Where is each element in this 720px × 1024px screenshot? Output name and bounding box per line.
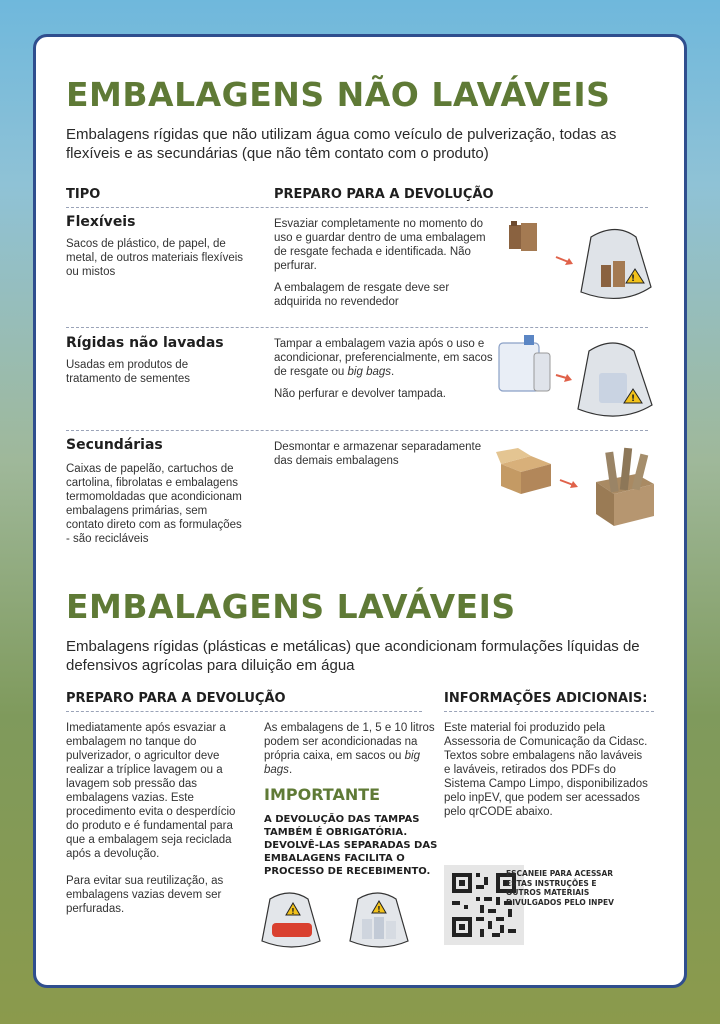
prep-text-end: . xyxy=(391,366,395,378)
type-title-flexiveis: Flexíveis xyxy=(66,214,136,230)
important-text: A DEVOLUÇÃO DAS TAMPAS TAMBÉM É OBRIGATÓRIA. DEVOLVÊ-LAS SEPARADAS DAS EMBALAGENS FACILITA O PROCESSO DE RECEBIMENTO. xyxy=(264,814,438,877)
prep-rigidas xyxy=(274,337,494,409)
column-header-type: TIPO xyxy=(66,187,101,202)
svg-text:!: ! xyxy=(630,394,636,404)
column-header-prep-washable: PREPARO PARA A DEVOLUÇÃO xyxy=(66,691,286,706)
paper-bags-icon xyxy=(509,221,537,251)
divider xyxy=(66,711,422,712)
divider xyxy=(444,711,654,712)
important-label: IMPORTANTE xyxy=(264,785,381,804)
secondary-illustration xyxy=(496,442,661,527)
prep-flexiveis xyxy=(274,217,494,317)
type-desc-flexiveis: Sacos de plástico, de papel, de metal, de outros materiais flexíveis ou mistos xyxy=(66,238,244,278)
section-lead-washable: Embalagens rígidas (plásticas e metálicas) que acondicionam formulações líquidas de defensivos agrícolas para diluição em água xyxy=(66,638,640,674)
type-title-rigidas: Rígidas não lavadas xyxy=(66,335,224,351)
prep-text: A embalagem de resgate deve ser adquirida no revendedor xyxy=(274,282,450,308)
rescue-bag-icon xyxy=(578,343,652,416)
rescue-bag-icon xyxy=(262,893,320,947)
section-lead-non-washable: Embalagens rígidas que não utilizam água como veículo de pulverização, todas as flexíveis e as secundárias (que não têm contato com o produto) xyxy=(66,126,617,162)
prep-text: Esvaziar completamente no momento do uso e guardar dentro de uma embalagem de resgate fechada e identificada. Não perfurar. xyxy=(274,218,486,272)
rescue-bag-icon xyxy=(350,893,408,947)
column-header-prep: PREPARO PARA A DEVOLUÇÃO xyxy=(274,187,494,202)
paragraph: Para evitar sua reutilização, as embalagens vazias devem ser perfuradas. xyxy=(66,875,224,915)
divider xyxy=(66,207,648,208)
sizes-text-end: . xyxy=(288,764,293,776)
svg-text:!: ! xyxy=(377,905,381,914)
sizes-text xyxy=(264,721,439,777)
cardboard-box-icon xyxy=(496,448,551,494)
rigid-illustration xyxy=(494,333,664,423)
type-title-secundarias: Secundárias xyxy=(66,437,163,453)
sizes-text-italic: big bags xyxy=(264,750,420,776)
svg-text:!: ! xyxy=(291,907,295,916)
section-title-washable: EMBALAGENS LAVÁVEIS xyxy=(66,587,516,626)
cardboard-box-icon xyxy=(596,448,654,526)
info-card xyxy=(33,34,687,988)
type-desc-rigidas: Usadas em produtos de tratamento de sementes xyxy=(66,359,191,385)
prep-text-main: Tampar a embalagem vazia após o uso e acondicionar, preferencialmente, em sacos de resgate ou xyxy=(274,338,493,378)
prep-text xyxy=(274,337,494,379)
sizes-text-main: As embalagens de 1, 5 e 10 litros podem ser acondicionadas na própria caixa, em sacos ou xyxy=(264,722,435,762)
info-text: Este material foi produzido pela Assessoria de Comunicação da Cidasc. Textos sobre embalagens não laváveis e laváveis, retirados dos PDFs do Sistema Campo Limpo, disponibilizados pelo inpEV, que podem ser acessados pelo qrCODE abaixo. xyxy=(444,722,648,818)
type-desc-secundarias: Caixas de papelão, cartuchos de cartolina, fibrolatas e embalagens termomoldadas que acondicionam embalagens primárias, sem contato direto com as formulações - são recicláveis xyxy=(66,463,242,545)
prep-text: Desmontar e armazenar separadamente das demais embalagens xyxy=(274,441,482,467)
section-title-non-washable: EMBALAGENS NÃO LAVÁVEIS xyxy=(66,75,611,114)
prep-secundarias xyxy=(274,440,494,476)
arrow-icon xyxy=(560,480,578,488)
caps-illustration xyxy=(258,887,438,949)
divider xyxy=(66,430,648,431)
prep-text-italic: big bags xyxy=(347,366,392,378)
arrow-icon xyxy=(556,257,573,265)
prep-text: Não perfurar e devolver tampada. xyxy=(274,388,446,400)
paragraph: Imediatamente após esvaziar a embalagem no tanque do pulverizador, o agricultor deve realizar a tríplice lavagem ou a lavagem sob pressão das embalagens vazias. Este procedimento evita o desperdício do produto e é fundamental para que a embalagem seja reciclada após a devolução. xyxy=(66,722,236,860)
column-header-info: INFORMAÇÕES ADICIONAIS: xyxy=(444,691,648,706)
rescue-bag-icon xyxy=(581,230,651,299)
divider xyxy=(66,327,648,328)
arrow-icon xyxy=(556,374,572,382)
svg-text:!: ! xyxy=(630,274,636,284)
flexible-illustration xyxy=(501,217,661,307)
washable-prep-text xyxy=(66,721,248,929)
jerrycan-icon xyxy=(499,335,550,391)
qr-note: ESCANEIE PARA ACESSAR ESTAS INSTRUÇÕES E OUTROS MATERIAIS DIVULGADOS PELO INPEV xyxy=(506,869,614,907)
